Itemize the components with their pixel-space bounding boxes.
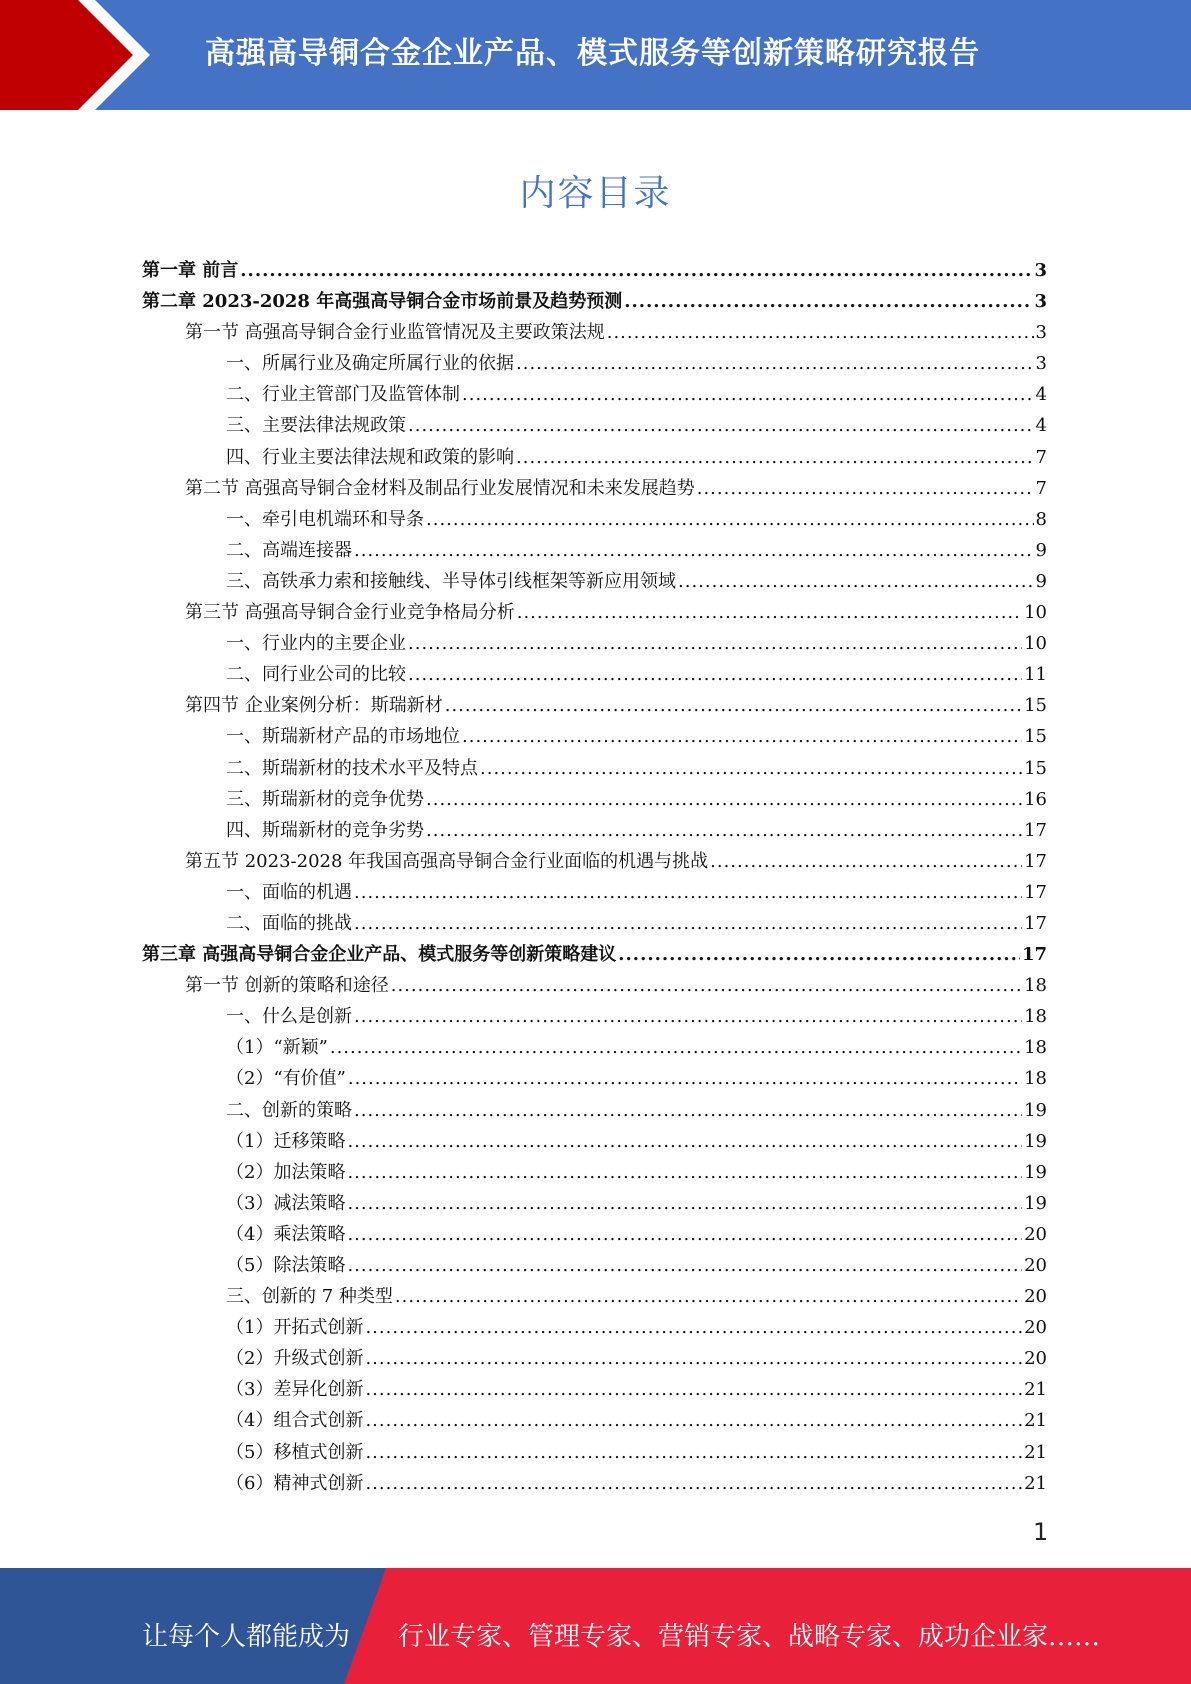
toc-entry[interactable]: [142, 939, 1047, 970]
toc-entry-page: 15: [1024, 726, 1047, 748]
toc-entry[interactable]: [142, 908, 1047, 939]
toc-entry[interactable]: [142, 410, 1047, 441]
toc-entry-title: 一、面临的机遇: [226, 881, 352, 903]
toc-entry-title: 二、面临的挑战: [226, 912, 352, 934]
toc-entry[interactable]: [142, 286, 1047, 317]
toc-entry-title: 一、行业内的主要企业: [226, 633, 406, 655]
toc-entry[interactable]: [142, 1095, 1047, 1126]
toc-entry-page: 21: [1024, 1441, 1047, 1463]
toc-entry-page: 16: [1024, 788, 1047, 810]
toc-entry-page: 17: [1024, 819, 1047, 841]
toc-entry-page: 20: [1024, 1286, 1047, 1308]
toc-leader-dots: [426, 815, 1022, 846]
toc-entry-page: 19: [1024, 1161, 1047, 1183]
toc-entry-page: 3: [1035, 353, 1047, 375]
toc-entry-title: 第四节 企业案例分析：斯瑞新材: [185, 695, 443, 717]
toc-leader-dots: [347, 1126, 1022, 1157]
toc-entry-title: 二、行业主管部门及监管体制: [226, 384, 460, 406]
toc-entry-page: 19: [1024, 1192, 1047, 1214]
toc-leader-dots: [365, 1343, 1022, 1374]
toc-entry[interactable]: [142, 721, 1047, 752]
toc-entry-title: 第二节 高强高导铜合金材料及制品行业发展情况和未来发展趋势: [185, 477, 695, 499]
toc-leader-dots: [354, 877, 1022, 908]
toc-entry-title: 二、创新的策略: [226, 1099, 352, 1121]
toc-entry[interactable]: [142, 628, 1047, 659]
toc-entry-title: 第五节 2023-2028 年我国高强高导铜合金行业面临的机遇与挑战: [185, 850, 709, 872]
toc-leader-dots: [365, 1468, 1022, 1499]
toc-entry-title: （5）移植式创新: [226, 1441, 364, 1463]
toc-leader-dots: [445, 690, 1022, 721]
toc-entry-page: 21: [1024, 1379, 1047, 1401]
toc-entry[interactable]: [142, 535, 1047, 566]
page-number: 1: [1033, 1518, 1049, 1546]
toc-entry-title: 三、创新的 7 种类型: [226, 1286, 393, 1308]
footer-slogan-right: 行业专家、管理专家、营销专家、战略专家、成功企业家……: [398, 1622, 1101, 1652]
toc-entry[interactable]: [142, 1250, 1047, 1281]
toc-entry-page: 18: [1024, 1006, 1047, 1028]
report-title: 高强高导铜合金企业产品、模式服务等创新策略研究报告: [205, 36, 980, 71]
toc-entry-title: （4）组合式创新: [226, 1410, 364, 1432]
toc-leader-dots: [365, 1437, 1022, 1468]
toc-entry[interactable]: [142, 1437, 1047, 1468]
toc-leader-dots: [347, 1219, 1022, 1250]
toc-leader-dots: [408, 659, 1022, 690]
toc-entry-page: 18: [1024, 1068, 1047, 1090]
toc-leader-dots: [347, 1250, 1022, 1281]
toc-leader-dots: [347, 1188, 1022, 1219]
toc-entry-title: 第三章 高强高导铜合金企业产品、模式服务等创新策略建议: [142, 944, 617, 966]
toc-title: 内容目录: [519, 173, 672, 214]
toc-entry-page: 4: [1035, 384, 1047, 406]
toc-entry[interactable]: [142, 255, 1047, 286]
toc-leader-dots: [624, 286, 1032, 317]
toc-leader-dots: [678, 566, 1034, 597]
toc-entry[interactable]: [142, 473, 1047, 504]
toc-entry[interactable]: [142, 1468, 1047, 1499]
toc-entry-page: 10: [1024, 602, 1047, 624]
toc-entry-page: 7: [1035, 446, 1047, 468]
toc-leader-dots: [618, 939, 1020, 970]
toc-entry-page: 3: [1034, 260, 1047, 281]
toc-entry[interactable]: [142, 1157, 1047, 1188]
toc-entry-title: （1）开拓式创新: [226, 1317, 364, 1339]
toc-entry[interactable]: [142, 815, 1047, 846]
toc-entry-page: 15: [1024, 757, 1047, 779]
toc-entry-page: 21: [1024, 1472, 1047, 1494]
toc-entry-page: 17: [1021, 944, 1047, 966]
toc-entry[interactable]: [142, 1343, 1047, 1374]
toc-entry-title: 二、同行业公司的比较: [226, 664, 406, 686]
toc-entry[interactable]: [142, 442, 1047, 473]
toc-leader-dots: [240, 255, 1032, 286]
page-footer: [0, 1568, 1191, 1684]
toc-leader-dots: [462, 721, 1022, 752]
toc-leader-dots: [330, 1032, 1022, 1063]
toc-entry[interactable]: [142, 1312, 1047, 1343]
toc-leader-dots: [354, 1095, 1022, 1126]
toc-entry-page: 7: [1035, 477, 1047, 499]
toc-entry-title: 一、什么是创新: [226, 1006, 352, 1028]
toc-leader-dots: [408, 628, 1022, 659]
table-of-contents: [142, 255, 1047, 1499]
toc-entry-title: 二、高端连接器: [226, 539, 352, 561]
toc-leader-dots: [697, 473, 1034, 504]
toc-entry[interactable]: [142, 566, 1047, 597]
toc-entry-page: 20: [1024, 1348, 1047, 1370]
toc-entry-page: 18: [1024, 1037, 1047, 1059]
toc-leader-dots: [354, 908, 1022, 939]
toc-entry[interactable]: [142, 1219, 1047, 1250]
toc-entry-title: （1）“新颖”: [226, 1037, 328, 1059]
footer-slogan-left: 让每个人都能成为: [142, 1622, 351, 1652]
toc-entry[interactable]: [142, 317, 1047, 348]
toc-entry-page: 18: [1024, 975, 1047, 997]
toc-entry-title: 第三节 高强高导铜合金行业竞争格局分析: [185, 602, 515, 624]
toc-entry-title: 第一节 创新的策略和途径: [185, 975, 389, 997]
toc-leader-dots: [426, 504, 1034, 535]
toc-entry[interactable]: [142, 504, 1047, 535]
toc-entry-page: 20: [1024, 1255, 1047, 1276]
toc-entry[interactable]: [142, 379, 1047, 410]
toc-entry-page: 3: [1035, 322, 1047, 344]
toc-entry-title: （6）精神式创新: [226, 1472, 364, 1494]
toc-entry-page: 20: [1024, 1317, 1047, 1339]
toc-entry-title: （2）加法策略: [226, 1161, 346, 1183]
toc-entry-page: 11: [1024, 664, 1047, 686]
toc-entry-page: 19: [1024, 1130, 1047, 1152]
toc-entry-page: 4: [1035, 415, 1047, 437]
toc-entry-title: 三、高铁承力索和接触线、半导体引线框架等新应用领域: [226, 570, 676, 592]
toc-entry-page: 10: [1024, 633, 1047, 655]
toc-leader-dots: [395, 1281, 1022, 1312]
toc-entry-page: 9: [1035, 570, 1047, 592]
toc-leader-dots: [391, 970, 1022, 1001]
toc-leader-dots: [365, 1312, 1022, 1343]
toc-entry[interactable]: [142, 1188, 1047, 1219]
toc-entry-page: 17: [1024, 850, 1047, 872]
toc-entry[interactable]: [142, 690, 1047, 721]
toc-entry[interactable]: [142, 784, 1047, 815]
toc-entry[interactable]: [142, 877, 1047, 908]
toc-entry-title: 第一章 前言: [142, 260, 239, 281]
toc-entry-page: 19: [1024, 1099, 1047, 1121]
toc-leader-dots: [365, 1374, 1022, 1405]
page-header: [0, 0, 1191, 110]
toc-leader-dots: [426, 784, 1022, 815]
toc-entry[interactable]: [142, 1374, 1047, 1405]
toc-entry-title: 一、所属行业及确定所属行业的依据: [226, 353, 514, 375]
toc-entry[interactable]: [142, 1063, 1047, 1094]
toc-entry[interactable]: [142, 659, 1047, 690]
toc-leader-dots: [354, 1001, 1022, 1032]
toc-entry[interactable]: [142, 1001, 1047, 1032]
toc-entry-title: （5）除法策略: [226, 1255, 346, 1276]
toc-entry-page: 17: [1024, 881, 1047, 903]
toc-leader-dots: [408, 410, 1034, 441]
toc-leader-dots: [348, 1063, 1022, 1094]
toc-entry[interactable]: [142, 1126, 1047, 1157]
toc-leader-dots: [365, 1405, 1022, 1436]
toc-entry-title: 二、斯瑞新材的技术水平及特点: [226, 757, 478, 779]
toc-entry-title: 三、主要法律法规政策: [226, 415, 406, 437]
toc-entry-title: （3）差异化创新: [226, 1379, 364, 1401]
toc-entry-page: 21: [1024, 1410, 1047, 1432]
toc-entry[interactable]: [142, 1281, 1047, 1312]
toc-leader-dots: [516, 442, 1034, 473]
toc-leader-dots: [354, 535, 1034, 566]
toc-leader-dots: [517, 597, 1022, 628]
toc-entry-title: 一、牵引电机端环和导条: [226, 508, 424, 530]
toc-entry[interactable]: [142, 970, 1047, 1001]
toc-entry-page: 17: [1024, 912, 1047, 934]
toc-leader-dots: [607, 317, 1034, 348]
toc-entry-page: 15: [1024, 695, 1047, 717]
toc-entry-title: （4）乘法策略: [226, 1223, 346, 1245]
toc-entry[interactable]: [142, 753, 1047, 784]
toc-entry-page: 3: [1034, 291, 1047, 313]
toc-entry-title: （1）迁移策略: [226, 1130, 346, 1152]
toc-entry-page: 20: [1024, 1223, 1047, 1245]
toc-entry-title: 四、斯瑞新材的竞争劣势: [226, 819, 424, 841]
toc-entry-page: 9: [1035, 539, 1047, 561]
toc-leader-dots: [462, 379, 1034, 410]
toc-leader-dots: [480, 753, 1022, 784]
toc-leader-dots: [710, 846, 1022, 877]
toc-entry[interactable]: [142, 597, 1047, 628]
toc-entry-title: 一、斯瑞新材产品的市场地位: [226, 726, 460, 748]
toc-entry-title: 三、斯瑞新材的竞争优势: [226, 788, 424, 810]
toc-leader-dots: [347, 1157, 1022, 1188]
toc-entry-page: 8: [1035, 508, 1047, 530]
toc-entry[interactable]: [142, 348, 1047, 379]
toc-entry-title: （3）减法策略: [226, 1192, 346, 1214]
toc-entry[interactable]: [142, 1405, 1047, 1436]
toc-leader-dots: [516, 348, 1034, 379]
toc-entry-title: （2）“有价值”: [226, 1068, 346, 1090]
toc-entry[interactable]: [142, 1032, 1047, 1063]
toc-entry-title: 第二章 2023-2028 年高强高导铜合金市场前景及趋势预测: [142, 291, 623, 313]
toc-entry[interactable]: [142, 846, 1047, 877]
toc-entry-title: 第一节 高强高导铜合金行业监管情况及主要政策法规: [185, 322, 605, 344]
toc-entry-title: 四、行业主要法律法规和政策的影响: [226, 446, 514, 468]
toc-entry-title: （2）升级式创新: [226, 1348, 364, 1370]
